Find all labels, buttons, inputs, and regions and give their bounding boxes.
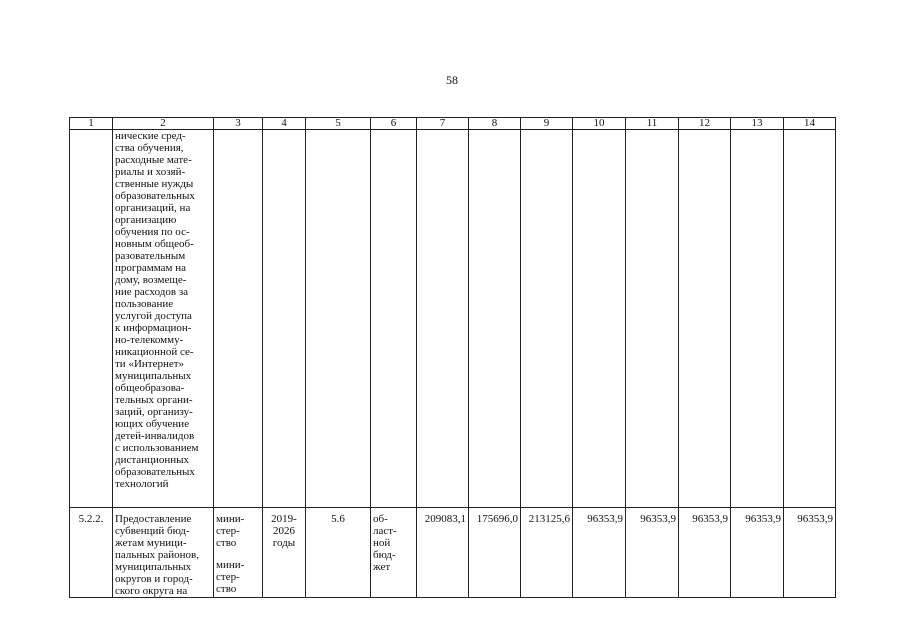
table-cell	[626, 130, 679, 508]
value-col-7: 209083,1	[417, 508, 469, 598]
value-col-11: 96353,9	[626, 508, 679, 598]
continuation-description: нические сред- ства обучения, расходные мате- риалы и хозяй- ственные нужды образовательных организаций, на организацию обучения по ос- новным общеоб- разовательным программам на дому, возмеще- ние расходов за пользование услугой доступа к информацион- но-телекомму- никационной се- ти «Интернет» муниципальных общеобразова- тельных органи- заций, организу- ющих обучение детей-инвалидов с использованием дистанционных образовательных технологий	[113, 130, 214, 508]
table-cell	[417, 130, 469, 508]
value-col-14: 96353,9	[784, 508, 836, 598]
table-cell	[214, 130, 263, 508]
table-cell	[573, 130, 626, 508]
column-header: 12	[679, 118, 731, 130]
table-cell	[731, 130, 784, 508]
table-cell	[306, 130, 371, 508]
column-header: 7	[417, 118, 469, 130]
item-source: об- ласт- ной бюд- жет	[371, 508, 417, 598]
column-header: 5	[306, 118, 371, 130]
table-cell	[679, 130, 731, 508]
table-cell	[784, 130, 836, 508]
item-period: 2019- 2026 годы	[263, 508, 306, 598]
column-header: 4	[263, 118, 306, 130]
item-description: Предоставление субвенций бюд- жетам муници- пальных районов, муниципальных округов и город- ского округа на	[113, 508, 214, 598]
table-row-item	[70, 508, 836, 598]
value-col-13: 96353,9	[731, 508, 784, 598]
column-header: 6	[371, 118, 417, 130]
column-header: 10	[573, 118, 626, 130]
column-header: 2	[113, 118, 214, 130]
table-cell	[521, 130, 573, 508]
executor-2: мини- стер- ство	[216, 559, 245, 595]
table-cell	[469, 130, 521, 508]
column-header: 11	[626, 118, 679, 130]
table-row-continuation	[70, 130, 836, 508]
value-col-8: 175696,0	[469, 508, 521, 598]
column-header: 14	[784, 118, 836, 130]
column-number-row	[70, 118, 836, 130]
item-reference: 5.6	[306, 508, 371, 598]
item-number: 5.2.2.	[70, 508, 113, 598]
column-header: 9	[521, 118, 573, 130]
value-col-9: 213125,6	[521, 508, 573, 598]
table-cell	[371, 130, 417, 508]
table-cell	[263, 130, 306, 508]
column-header: 1	[70, 118, 113, 130]
budget-table	[69, 117, 836, 598]
executor-1: мини- стер- ство	[216, 513, 245, 549]
executor-spacer	[216, 549, 260, 559]
column-header: 13	[731, 118, 784, 130]
executor-cell	[214, 508, 263, 598]
value-col-10: 96353,9	[573, 508, 626, 598]
column-header: 8	[469, 118, 521, 130]
page-number: 58	[446, 73, 458, 87]
column-header: 3	[214, 118, 263, 130]
value-col-12: 96353,9	[679, 508, 731, 598]
table-cell	[70, 130, 113, 508]
